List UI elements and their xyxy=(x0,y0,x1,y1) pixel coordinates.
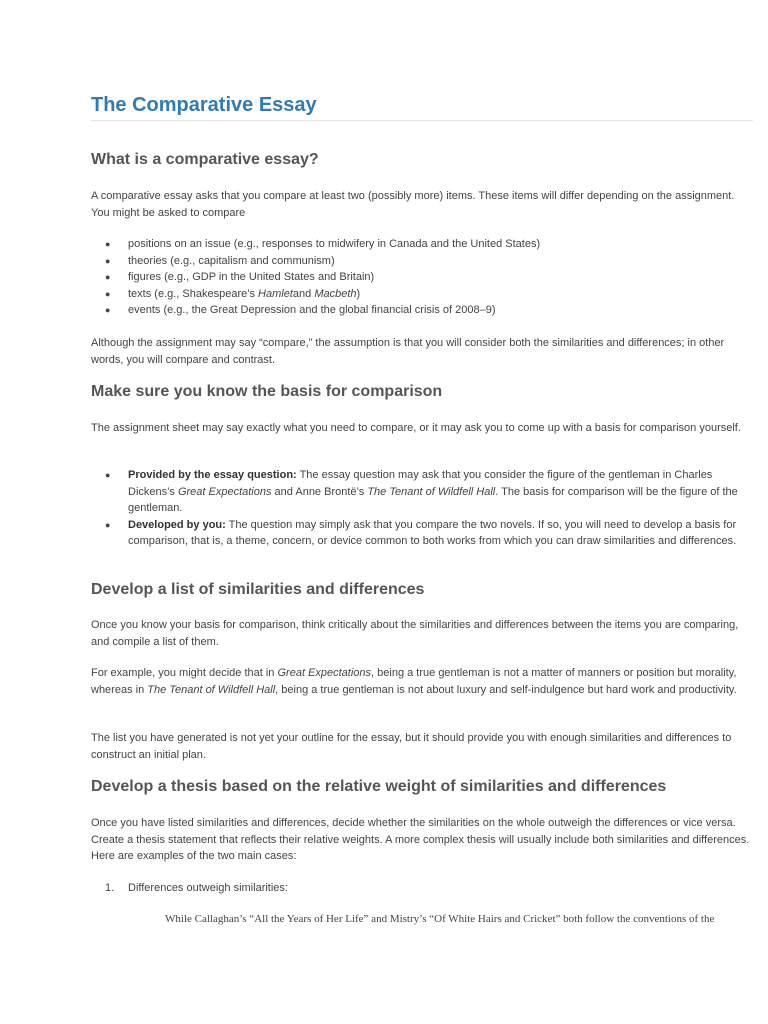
section-heading-what-is: What is a comparative essay? xyxy=(91,151,319,168)
bullet-icon: ● xyxy=(105,239,111,249)
list-item: ● figures (e.g., GDP in the United States and Britain) xyxy=(91,269,753,286)
section-heading-basis: Make sure you know the basis for comparison xyxy=(91,383,443,400)
bullet-icon: ● xyxy=(105,272,111,283)
bullet-icon: ● xyxy=(105,519,111,530)
bullet-icon: ● xyxy=(105,288,111,299)
section4-para1: Once you have listed similarities and differences, decide whether the similarities on the whole outweigh the differences or vice versa. Create a thesis statement that reflects their relative weights. A more complex thesis will usually include both similarities and differences. Here are examples of the two main cases: xyxy=(91,817,750,863)
section-heading-thesis: Develop a thesis based on the relative weight of similarities and differences xyxy=(91,778,667,795)
title-divider xyxy=(91,120,753,121)
list-item: ● Provided by the essay question: The essay question may ask that you consider the figure of the gentleman in Charles Dickens’s Great Expectations and Anne Brontë’s The Tenant of Wildfell Hall. The basis for comparison will be the figure of the gentleman. xyxy=(105,469,738,515)
list-item: ● events (e.g., the Great Depression and the global financial crisis of 2008–9) xyxy=(91,302,753,319)
list-item: ● Developed by you: The question may simply ask that you compare the two novels. If so, you will need to develop a basis for comparison, that is, a theme, concern, or device common to both works from which you can draw similarities and differences. xyxy=(105,518,737,548)
section3-para1: Once you know your basis for comparison, think critically about the similarities and differences between the items you are comparing, and compile a list of them. xyxy=(91,619,739,648)
list-item: ● positions on an issue (e.g., responses to midwifery in Canada and the United States) xyxy=(91,236,753,253)
section3-para2: For example, you might decide that in Great Expectations, being a true gentleman is not a matter of manners or position but morality, whereas in The Tenant of Wildfell Hall, being a true gentleman is not about luxury and self-indulgence but hard work and productivity. xyxy=(91,667,737,696)
section2-intro: The assignment sheet may say exactly what you need to compare, or it may ask you to come up with a basis for comparison yourself. xyxy=(91,422,741,434)
section-heading-list: Develop a list of similarities and differences xyxy=(91,581,425,598)
list-item: ● texts (e.g., Shakespeare’s Hamletand Macbeth) xyxy=(91,286,753,303)
basis-list xyxy=(91,467,753,550)
section1-outro: Although the assignment may say “compare,” the assumption is that you will consider both the similarities and differences; in other words, you will compare and contrast. xyxy=(91,337,725,366)
example-thesis-quote: While Callaghan’s “All the Years of Her Life” and Mistry’s “Of White Hairs and Cricket” both follow the conventions of the xyxy=(165,913,715,925)
compare-items-list xyxy=(91,236,753,319)
bullet-icon: ● xyxy=(105,470,111,480)
bullet-icon: ● xyxy=(105,305,111,316)
section1-intro: A comparative essay asks that you compare at least two (possibly more) items. These items will differ depending on the assignment. You might be asked to compare xyxy=(91,190,735,219)
bullet-icon: ● xyxy=(105,255,111,266)
section3-para3: The list you have generated is not yet your outline for the essay, but it should provide you with enough similarities and differences to construct an initial plan. xyxy=(91,732,732,761)
list-item: ● theories (e.g., capitalism and communism) xyxy=(91,253,753,270)
cases-list xyxy=(91,880,753,897)
list-item: 1. Differences outweigh similarities: xyxy=(91,880,753,897)
list-number: 1. xyxy=(105,882,115,894)
page-title: The Comparative Essay xyxy=(91,94,317,116)
